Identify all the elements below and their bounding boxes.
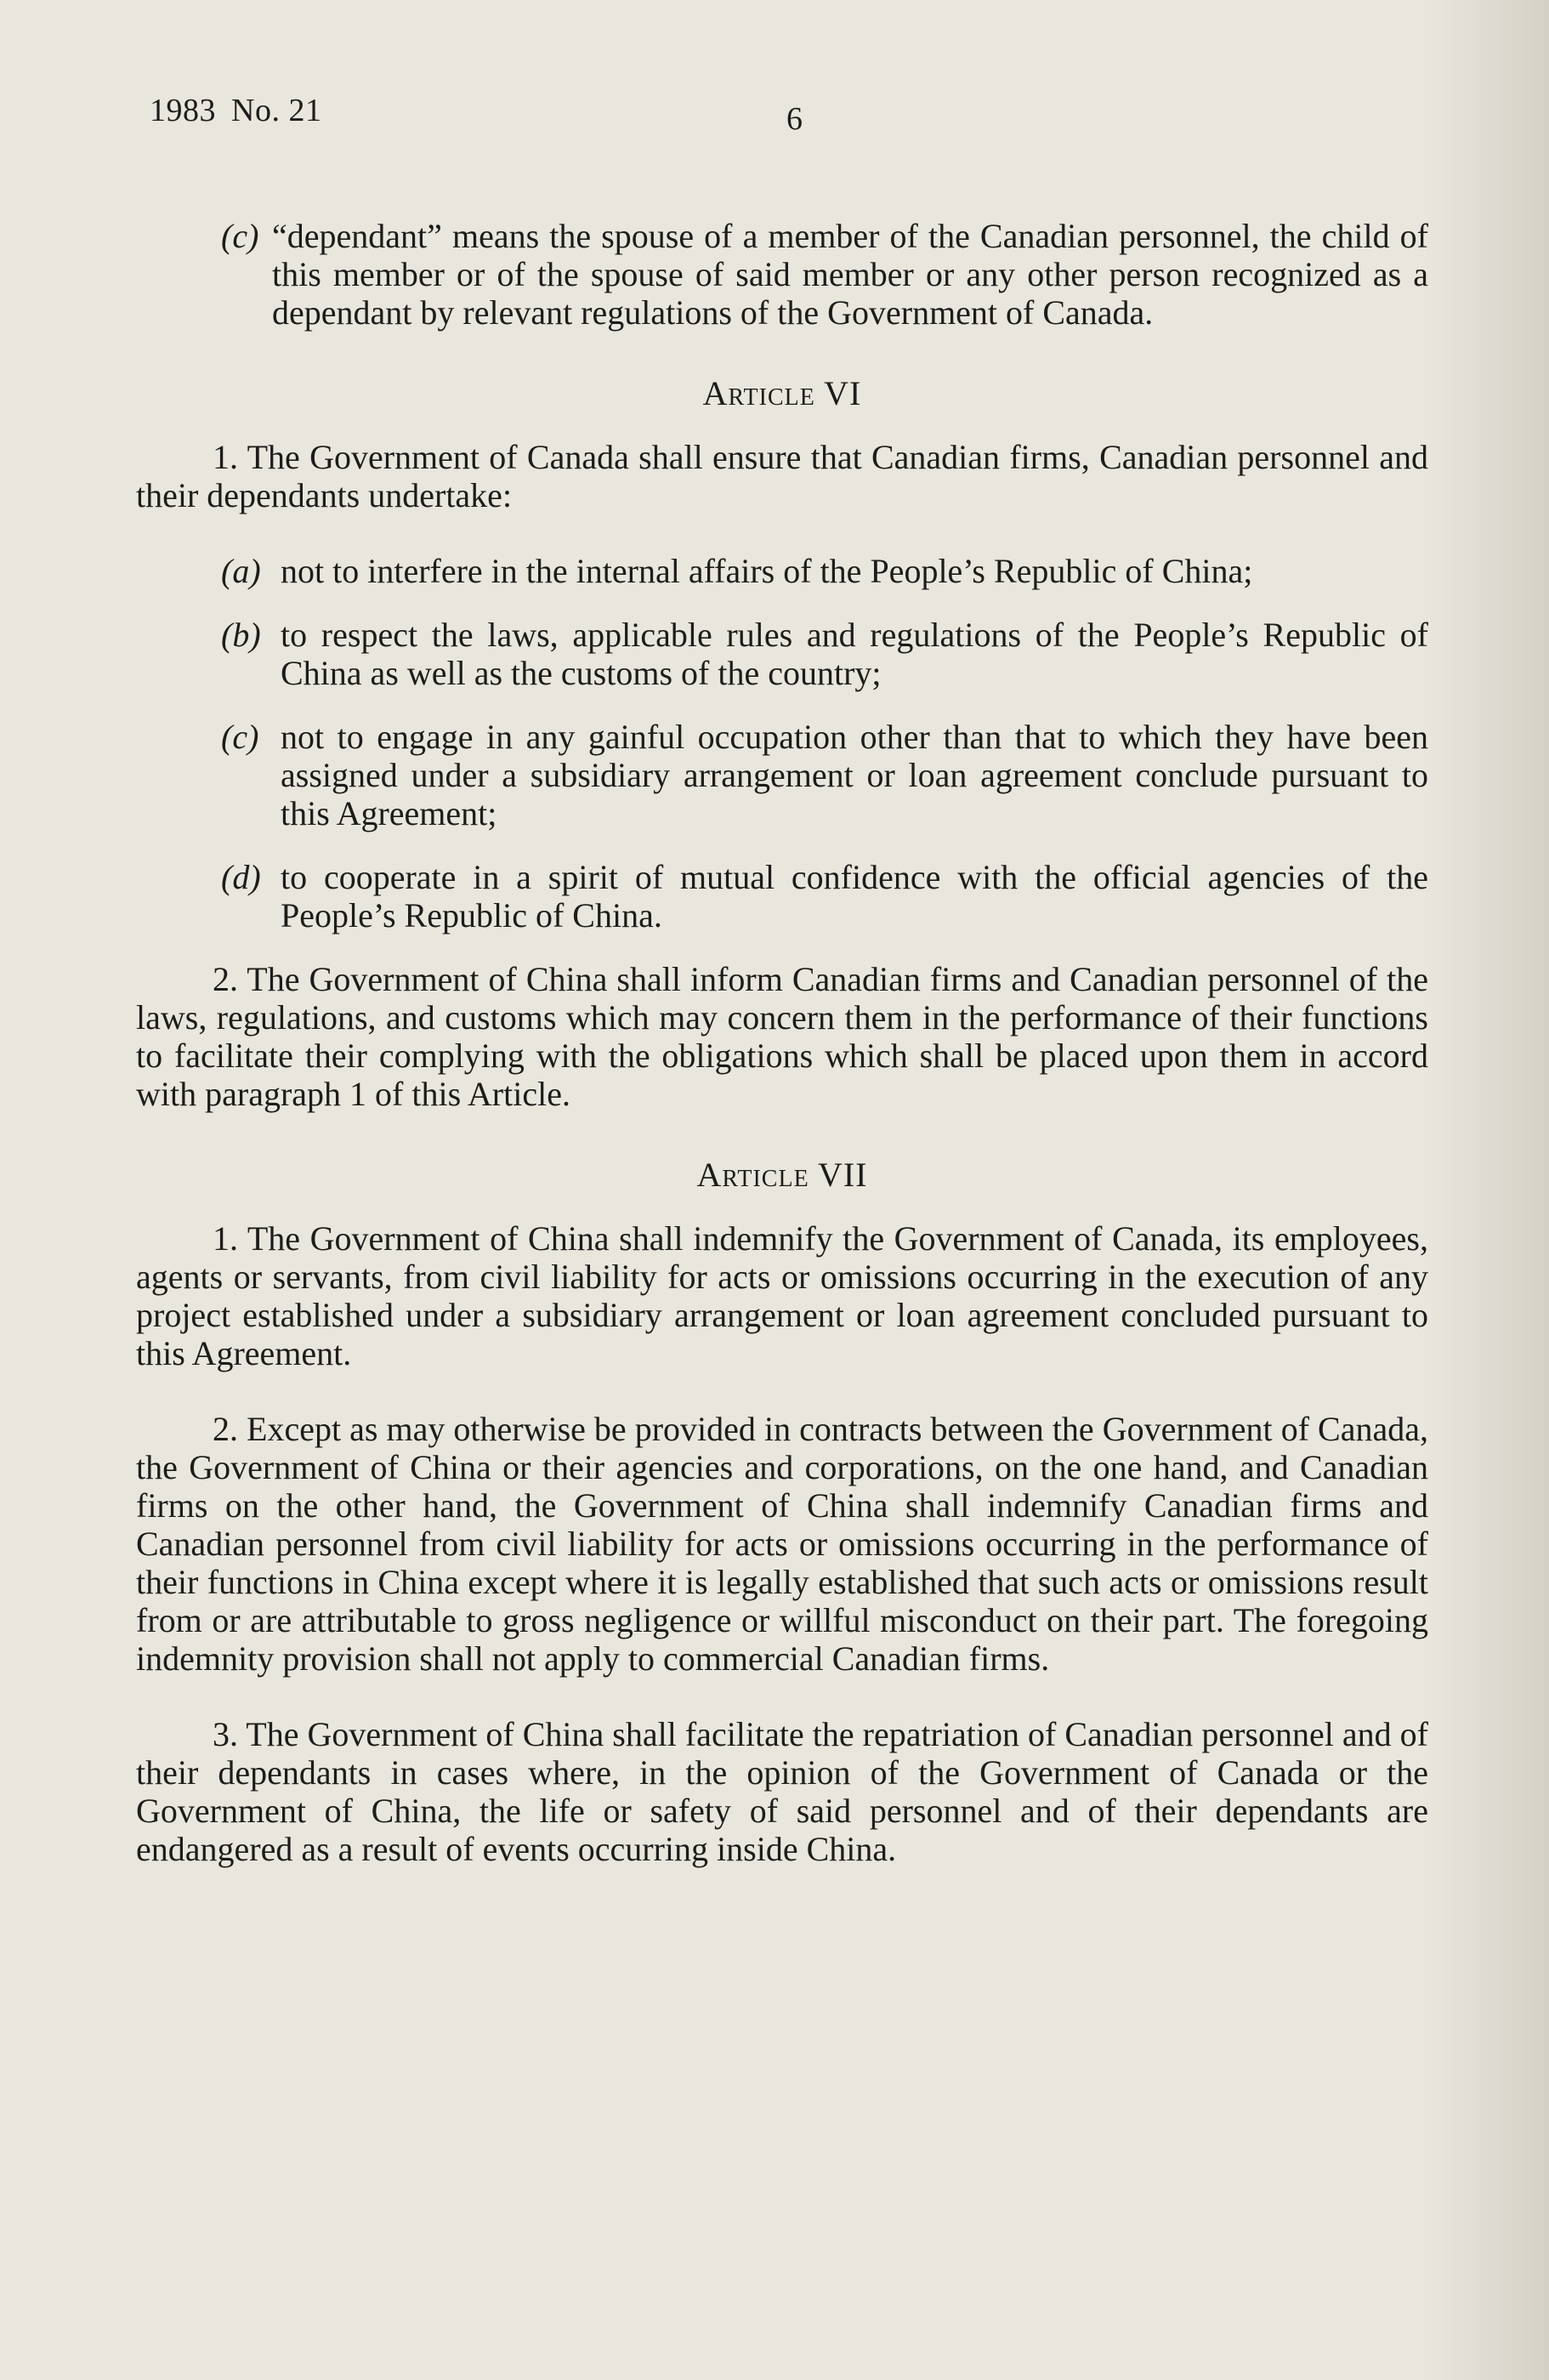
article-vi-item-c [136,718,1428,832]
document-body [136,217,1428,1906]
article-vi-item-d [136,858,1428,934]
header-year: 1983 [150,93,216,128]
article-vi-item-b [136,616,1428,692]
item-text: not to interfere in the internal affairs of the People’s Republic of China; [281,552,1253,590]
article-vi-item-a [136,552,1428,590]
page-number: 6 [786,101,803,137]
item-text: not to engage in any gainful occupation other than that to which they have been assigned under a subsidiary arrangement or loan agreement conclude pursuant to this Agreement; [281,718,1428,832]
header-number: No. 21 [231,93,322,128]
item-label: (d) [221,858,261,896]
clause-c-dependant [136,217,1428,332]
item-label: (a) [221,552,261,590]
article-vii-paragraph-3: 3. The Government of China shall facilitate the repatriation of Canadian personnel and of their dependants in cases where, in the opinion of the Government of Canada or the Government of China, the life or safety of said personnel and of their dependants are endangered as a result of events occurring inside China. [136,1715,1428,1868]
article-vi-paragraph-2: 2. The Government of China shall inform Canadian firms and Canadian personnel of the laws, regulations, and customs which may concern them in the performance of their functions to facilitate their complying with the obligations which shall be placed upon them in accord with paragraph 1 of this Article. [136,960,1428,1113]
article-vii-heading: Article VII [696,1156,868,1194]
article-vii-paragraph-1: 1. The Government of China shall indemnify the Government of Canada, its employees, agents or servants, from civil liability for acts or omissions occurring in the execution of any project established under a subsidiary arrangement or loan agreement concluded pursuant to this Agreement. [136,1219,1428,1372]
item-text: to respect the laws, applicable rules and regulations of the People’s Republic of China as well as the customs of the country; [281,616,1428,692]
clause-label: (c) [221,217,259,255]
item-label: (b) [221,616,261,654]
article-vii-paragraph-2: 2. Except as may otherwise be provided in contracts between the Government of Canada, the Government of China or their agencies and corporations, on the one hand, and Canadian firms on the other hand, the Government of China shall indemnify Canadian firms and Canadian personnel from civil liability for acts or omissions occurring in the performance of their functions in China except where it is legally established that such acts or omissions result from or are attributable to gross negligence or willful misconduct on their part. The foregoing indemnity provision shall not apply to commercial Canadian firms. [136,1410,1428,1678]
item-label: (c) [221,718,259,756]
article-vi-heading: Article VI [702,374,862,412]
article-vi-paragraph-1: 1. The Government of Canada shall ensure that Canadian firms, Canadian personnel and their dependants undertake: [136,438,1428,514]
item-text: to cooperate in a spirit of mutual confidence with the official agencies of the People’s Republic of China. [281,858,1428,934]
clause-text: “dependant” means the spouse of a member of the Canadian personnel, the child of this member or of the spouse of said member or any other person recognized as a dependant by relevant regulations of the Government of Canada. [272,217,1428,332]
page-header [150,92,321,129]
